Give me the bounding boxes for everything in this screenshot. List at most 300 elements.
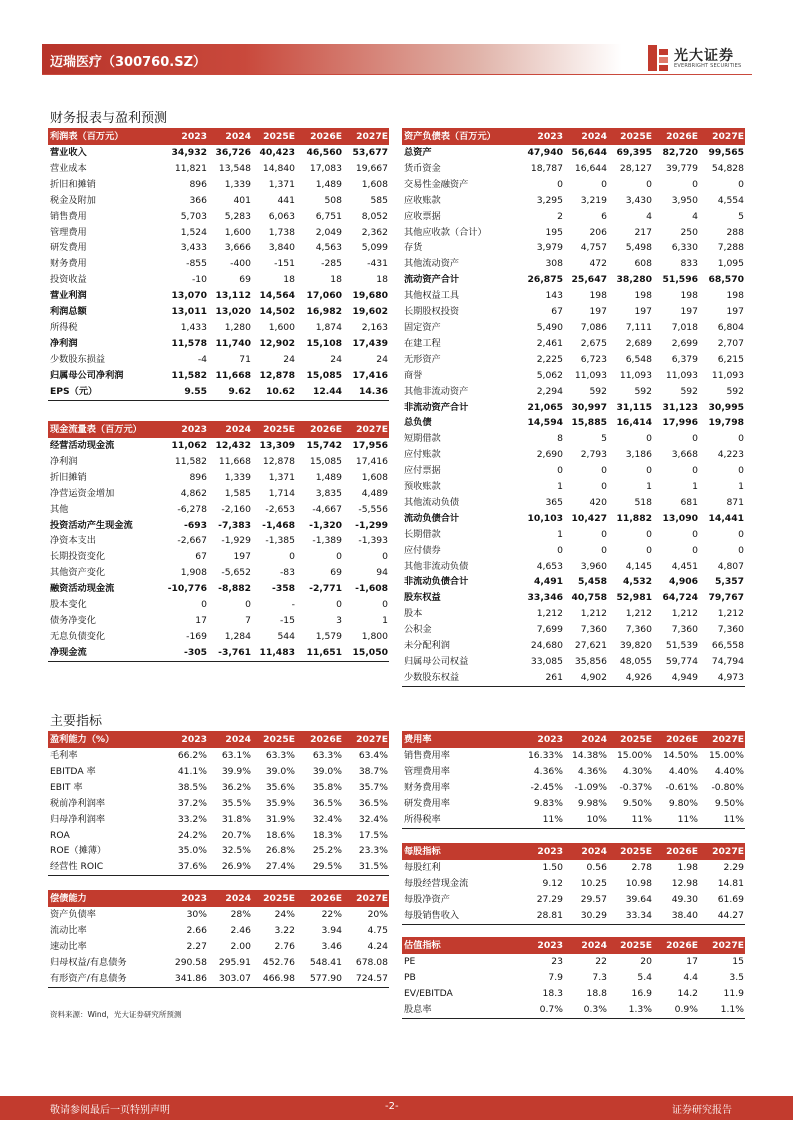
cell-value: 39,820: [619, 640, 652, 652]
cell-value: 871: [726, 496, 744, 508]
column-header: 2025E: [252, 890, 296, 907]
cell-value: 79,767: [708, 592, 744, 604]
cell-value: -2.45%: [530, 781, 563, 793]
cell-value: -1,320: [309, 519, 342, 531]
cell-value: 9.50%: [714, 797, 744, 809]
cell-value: 0: [738, 528, 744, 540]
row-label: 营业利润: [50, 290, 87, 302]
row-label: 归母权益/有息债务: [50, 956, 127, 968]
row-label: 总资产: [404, 147, 432, 158]
cell-value: 1,800: [361, 630, 388, 642]
cell-value: 14.50%: [662, 750, 698, 761]
table-row: [402, 288, 745, 304]
cell-value: 66.2%: [177, 750, 207, 761]
cell-value: 1: [557, 528, 563, 540]
cell-value: 4,926: [608, 670, 653, 686]
cell-value: 7,360: [580, 624, 607, 636]
cell-value: 21,065: [527, 401, 563, 413]
cell-value: 39.0%: [265, 765, 295, 777]
cell-value: 4,532: [622, 576, 652, 588]
cell-value: 198: [589, 290, 607, 302]
cell-value: 24: [376, 353, 388, 365]
cell-value: 18: [330, 274, 342, 286]
row-label: EV/EBITDA: [404, 987, 453, 999]
cell-value: 13,011: [171, 306, 207, 318]
cell-value: 197: [680, 306, 698, 318]
cell-value: 30%: [186, 909, 207, 920]
cell-value: 1,600: [224, 226, 251, 238]
row-label: 长期借款: [404, 528, 441, 540]
row-label: 应收票据: [404, 210, 441, 222]
table-header-row: [48, 890, 389, 907]
data-source-note: 资料来源：Wind，光大证券研究所预测: [50, 1010, 182, 1019]
cell-value: 4,563: [315, 242, 342, 254]
cell-value: 10,103: [527, 512, 563, 524]
table-row: [402, 463, 745, 479]
cell-value: 11,062: [171, 440, 207, 451]
cell-value: -7,383: [218, 519, 251, 531]
column-header: 2025E: [608, 128, 653, 145]
cell-value: -15: [279, 614, 295, 626]
row-label: 管理费用: [50, 226, 87, 238]
column-header: 2026E: [653, 731, 699, 748]
table-row: [48, 748, 389, 764]
cell-value: 0.56: [586, 862, 607, 873]
cell-value: -6,278: [177, 503, 207, 515]
cell-value: 17,956: [352, 440, 388, 451]
cell-value: 1.3%: [608, 1002, 653, 1018]
row-label: 投资收益: [50, 274, 87, 286]
cell-value: 1,433: [180, 321, 207, 333]
row-label: 非流动负债合计: [404, 576, 469, 588]
cell-value: 15,085: [306, 369, 342, 381]
cell-value: 592: [680, 385, 698, 397]
cell-value: 4,862: [180, 487, 207, 499]
cell-value: 1,524: [180, 226, 207, 238]
cell-value: 2,707: [717, 337, 744, 349]
cell-value: 56,644: [571, 147, 607, 158]
table-row: [48, 454, 389, 470]
cell-value: 9.80%: [668, 797, 698, 809]
row-label: 存货: [404, 242, 423, 254]
cell-value: -4,667: [312, 503, 342, 515]
cell-value: 11%: [653, 812, 699, 828]
row-label: 非流动资产合计: [404, 401, 469, 413]
cell-value: 20.7%: [221, 829, 251, 841]
footer-report-type: 证券研究报告: [672, 1105, 732, 1116]
cell-value: 544: [277, 630, 295, 642]
cell-value: -2,653: [265, 503, 295, 515]
table-title: 资产负债表（百万元）: [402, 128, 514, 145]
cell-value: 4,807: [717, 560, 744, 572]
cell-value: 1,489: [315, 178, 342, 190]
cell-value: 4,757: [580, 242, 607, 254]
table-row: [402, 272, 745, 288]
table-row: [402, 970, 745, 986]
cell-value: 9.83%: [533, 797, 563, 809]
cell-value: 13,070: [171, 290, 207, 302]
cell-value: 3,666: [224, 242, 251, 254]
cell-value: 25,647: [571, 274, 607, 286]
cell-value: 143: [545, 290, 563, 302]
cell-value: 36.5%: [358, 797, 388, 809]
cell-value: 14,441: [708, 512, 744, 524]
cell-value: 6,330: [671, 242, 698, 254]
cell-value: -2,667: [177, 535, 207, 547]
table-row: [402, 256, 745, 272]
cell-value: 1,585: [224, 487, 251, 499]
cell-value: 548.41: [309, 956, 342, 968]
table-title: 估值指标: [402, 937, 514, 954]
cell-value: 8: [557, 433, 563, 445]
cell-value: -8,882: [218, 583, 251, 595]
cell-value: 63.3%: [312, 750, 342, 761]
column-header: 2027E: [343, 890, 389, 907]
row-label: 每股净资产: [404, 893, 450, 905]
cell-value: 12,902: [259, 337, 295, 349]
cell-value: -855: [186, 258, 207, 270]
cell-value: 0: [738, 433, 744, 445]
row-label: 交易性金融资产: [404, 178, 469, 190]
cell-value: 577.90: [296, 971, 343, 987]
row-label: 归母净利润率: [50, 813, 106, 825]
cell-value: 11,093: [619, 369, 652, 381]
cell-value: 12.98: [671, 877, 698, 889]
cell-value: 18.3: [542, 987, 563, 999]
row-label: 流动负债合计: [404, 512, 460, 524]
cell-value: 67: [551, 306, 563, 318]
row-label: 商誉: [404, 369, 423, 381]
cell-value: 0: [557, 178, 563, 190]
cell-value: 833: [680, 258, 698, 270]
cell-value: 22: [595, 956, 607, 967]
cell-value: 11,882: [616, 512, 652, 524]
cell-value: -1.09%: [574, 781, 607, 793]
column-header: 2026E: [653, 937, 699, 954]
cell-value: 71: [239, 353, 251, 365]
cell-value: 341.86: [160, 971, 208, 987]
table-row: [48, 843, 389, 859]
row-label: 其他权益工具: [404, 290, 460, 302]
column-header: 2024: [208, 128, 252, 145]
cell-value: 4.36%: [577, 765, 607, 777]
cell-value: 40,423: [259, 147, 295, 158]
cell-value: 6: [601, 210, 607, 222]
cell-value: -83: [279, 567, 295, 579]
cell-value: 63.4%: [358, 750, 388, 761]
row-label: 股本: [404, 608, 423, 620]
cell-value: 15,885: [571, 417, 607, 429]
cell-value: 39,779: [665, 162, 698, 174]
cell-value: 5,283: [224, 210, 251, 222]
cell-value: 1,489: [315, 471, 342, 483]
table-row: [48, 629, 389, 645]
cell-value: 5,490: [536, 321, 563, 333]
cell-value: 30.29: [564, 908, 608, 924]
cell-value: 38.40: [653, 908, 699, 924]
table-row: [402, 748, 745, 764]
cell-value: -1,468: [262, 519, 295, 531]
table-row: [48, 955, 389, 971]
cell-value: 1: [557, 481, 563, 493]
cell-value: 7,086: [580, 321, 607, 333]
table-title: 费用率: [402, 731, 514, 748]
cell-value: 0: [601, 481, 607, 493]
column-header: 2027E: [343, 731, 389, 748]
cell-value: 0: [601, 544, 607, 556]
row-label: 应收账款: [404, 194, 441, 206]
table-row: [402, 400, 745, 416]
row-label: 应付债券: [404, 544, 441, 556]
cell-value: 24,680: [530, 640, 563, 652]
section-title-indicators: 主要指标: [50, 714, 103, 729]
cell-value: 366: [189, 194, 207, 206]
cell-value: 1,908: [180, 567, 207, 579]
cell-value: -10,776: [167, 583, 207, 595]
cell-value: 0: [692, 433, 698, 445]
table-row: [48, 438, 389, 454]
row-label: 应付账款: [404, 449, 441, 461]
cell-value: 24: [283, 353, 295, 365]
cell-value: 51,539: [665, 640, 698, 652]
table-row: [48, 161, 389, 177]
table-row: [48, 859, 389, 875]
cell-value: 10,427: [571, 512, 607, 524]
cell-value: 592: [634, 385, 652, 397]
cell-value: 681: [680, 496, 698, 508]
table-row: [402, 495, 745, 511]
cell-value: 20%: [367, 909, 388, 920]
table-row: [48, 645, 389, 661]
table-row: [402, 559, 745, 575]
cell-value: 7.3: [592, 971, 607, 983]
cell-value: 27.29: [536, 893, 563, 905]
table-row: [402, 479, 745, 495]
cell-value: 16.9: [631, 987, 652, 999]
row-label: 公积金: [404, 624, 432, 636]
cell-value: 10.98: [625, 877, 652, 889]
cell-value: 15,085: [309, 455, 342, 467]
row-label: 净营运资金增加: [50, 487, 115, 499]
column-header: 2023: [160, 128, 208, 145]
table-row: [48, 304, 389, 320]
cell-value: 518: [634, 496, 652, 508]
table-row: [402, 177, 745, 193]
cell-value: 12,878: [259, 369, 295, 381]
cell-value: 10%: [564, 812, 608, 828]
cell-value: 13,309: [259, 440, 295, 451]
table-header-row: [402, 731, 745, 748]
cell-value: 24.2%: [177, 829, 207, 841]
table-row: [48, 597, 389, 613]
table-row: [48, 240, 389, 256]
cell-value: 0.7%: [514, 1002, 564, 1018]
cell-value: 1,371: [268, 178, 295, 190]
row-label: 有形资产/有息债务: [48, 971, 160, 987]
table-header-row: [48, 421, 389, 438]
cell-value: 37.6%: [160, 859, 208, 875]
cell-value: 29.57: [580, 893, 607, 905]
cell-value: 10.62: [252, 384, 296, 400]
cell-value: 31,123: [662, 401, 698, 413]
table-row: [48, 780, 389, 796]
cell-value: -0.37%: [619, 781, 652, 793]
table-row: [48, 971, 389, 987]
cell-value: 11,578: [171, 337, 207, 349]
cell-value: 11,668: [215, 369, 251, 381]
cell-value: 18: [283, 274, 295, 286]
cell-value: 1,284: [224, 630, 251, 642]
cell-value: 61.69: [717, 893, 744, 905]
cell-value: 1,339: [224, 178, 251, 190]
cell-value: 1.1%: [699, 1002, 745, 1018]
cell-value: 0: [646, 465, 652, 477]
cell-value: 3,960: [580, 560, 607, 572]
cell-value: 11,093: [665, 369, 698, 381]
cell-value: 18,787: [530, 162, 563, 174]
table-row: [48, 193, 389, 209]
cell-value: 0: [201, 599, 207, 611]
table-row: [402, 384, 745, 400]
cell-value: 3,186: [625, 449, 652, 461]
row-label: ROA: [50, 829, 70, 841]
cell-value: 53,677: [352, 147, 388, 158]
cell-value: 4,906: [668, 576, 698, 588]
cell-value: 4,145: [625, 560, 652, 572]
cell-value: 2.78: [631, 862, 652, 873]
table-row: [48, 613, 389, 629]
column-header: 2023: [160, 731, 208, 748]
cell-value: 206: [589, 226, 607, 238]
header-band: [42, 44, 622, 74]
row-label: 股息率: [402, 1002, 514, 1018]
cell-value: 1,600: [268, 321, 295, 333]
cell-value: 35.6%: [265, 781, 295, 793]
cell-value: 0: [336, 599, 342, 611]
cell-value: 64,724: [662, 592, 698, 604]
column-header: 2024: [208, 421, 252, 438]
cell-value: 0.3%: [564, 1002, 608, 1018]
cell-value: 48,055: [619, 656, 652, 667]
cell-value: 2.46: [230, 924, 251, 936]
cell-value: 69: [239, 274, 251, 286]
cell-value: 7,360: [717, 624, 744, 636]
row-label: PB: [404, 971, 416, 983]
cell-value: 3,668: [671, 449, 698, 461]
table-row: [402, 876, 745, 892]
table-row: [48, 320, 389, 336]
cell-value: -151: [274, 258, 295, 270]
cell-value: 31,115: [616, 401, 652, 413]
cell-value: 24: [330, 353, 342, 365]
table-row: [402, 447, 745, 463]
table-row: [48, 565, 389, 581]
cell-value: 0: [289, 551, 295, 563]
cell-value: 7,360: [625, 624, 652, 636]
cell-value: -2,771: [309, 583, 342, 595]
table-title: 偿债能力: [48, 890, 160, 907]
column-header: 2024: [564, 731, 608, 748]
cell-value: 3,219: [580, 194, 607, 206]
table-row: [48, 581, 389, 597]
cell-value: 0: [601, 528, 607, 540]
table-row: [48, 145, 389, 161]
cell-value: 0: [601, 465, 607, 477]
cell-value: 7.9: [548, 971, 563, 983]
cell-value: 9.62: [208, 384, 252, 400]
cell-value: 5,703: [180, 210, 207, 222]
row-label: 营业收入: [50, 147, 87, 158]
income-statement-table: [48, 128, 389, 401]
cell-value: 5: [601, 433, 607, 445]
cell-value: -400: [230, 258, 251, 270]
cell-value: 508: [324, 194, 342, 206]
cell-value: 63.3%: [265, 750, 295, 761]
cell-value: 4.40%: [668, 765, 698, 777]
cell-value: 592: [726, 385, 744, 397]
row-label: 应付票据: [404, 465, 441, 477]
row-label: 在建工程: [404, 337, 441, 349]
cell-value: 1,280: [224, 321, 251, 333]
row-label: 研发费用率: [404, 797, 450, 809]
column-header: 2025E: [252, 731, 296, 748]
cell-value: 2,793: [580, 449, 607, 461]
cell-value: 2: [557, 210, 563, 222]
row-label: EBIT 率: [50, 781, 83, 793]
table-row: [402, 764, 745, 780]
cell-value: 2,690: [536, 449, 563, 461]
cell-value: 7,111: [625, 321, 652, 333]
table-row: [48, 368, 389, 384]
cell-value: 14,564: [259, 290, 295, 302]
cell-value: 0: [557, 544, 563, 556]
cell-value: 1,738: [268, 226, 295, 238]
cell-value: 11,582: [174, 455, 207, 467]
row-label: 每股销售收入: [402, 908, 514, 924]
table-row: [402, 193, 745, 209]
table-row: [402, 320, 745, 336]
cell-value: 12.44: [296, 384, 343, 400]
cell-value: 14.2: [677, 987, 698, 999]
cell-value: -2,160: [221, 503, 251, 515]
cell-value: 4,223: [717, 449, 744, 461]
cell-value: 195: [545, 226, 563, 238]
cell-value: 11.9: [723, 987, 744, 999]
cell-value: 2,225: [536, 353, 563, 365]
cell-value: -5,556: [358, 503, 388, 515]
cell-value: 17,083: [309, 162, 342, 174]
table-row: [48, 225, 389, 241]
cell-value: 31.8%: [221, 813, 251, 825]
table-row: [402, 543, 745, 559]
cell-value: 608: [634, 258, 652, 270]
cell-value: 2,163: [361, 321, 388, 333]
cell-value: 16,414: [616, 417, 652, 429]
cell-value: 1,212: [671, 608, 698, 620]
cell-value: 17,416: [352, 369, 388, 381]
cell-value: 6,379: [671, 353, 698, 365]
balance-sheet-table: [402, 128, 745, 687]
cell-value: 51,596: [662, 274, 698, 286]
table-row: [402, 225, 745, 241]
cell-value: -1,389: [312, 535, 342, 547]
cell-value: 0: [738, 178, 744, 190]
cell-value: 7: [245, 614, 251, 626]
cell-value: -5,652: [221, 567, 251, 579]
cell-value: -3,761: [208, 645, 252, 661]
cell-value: 2,362: [361, 226, 388, 238]
cell-value: 12,432: [215, 440, 251, 451]
